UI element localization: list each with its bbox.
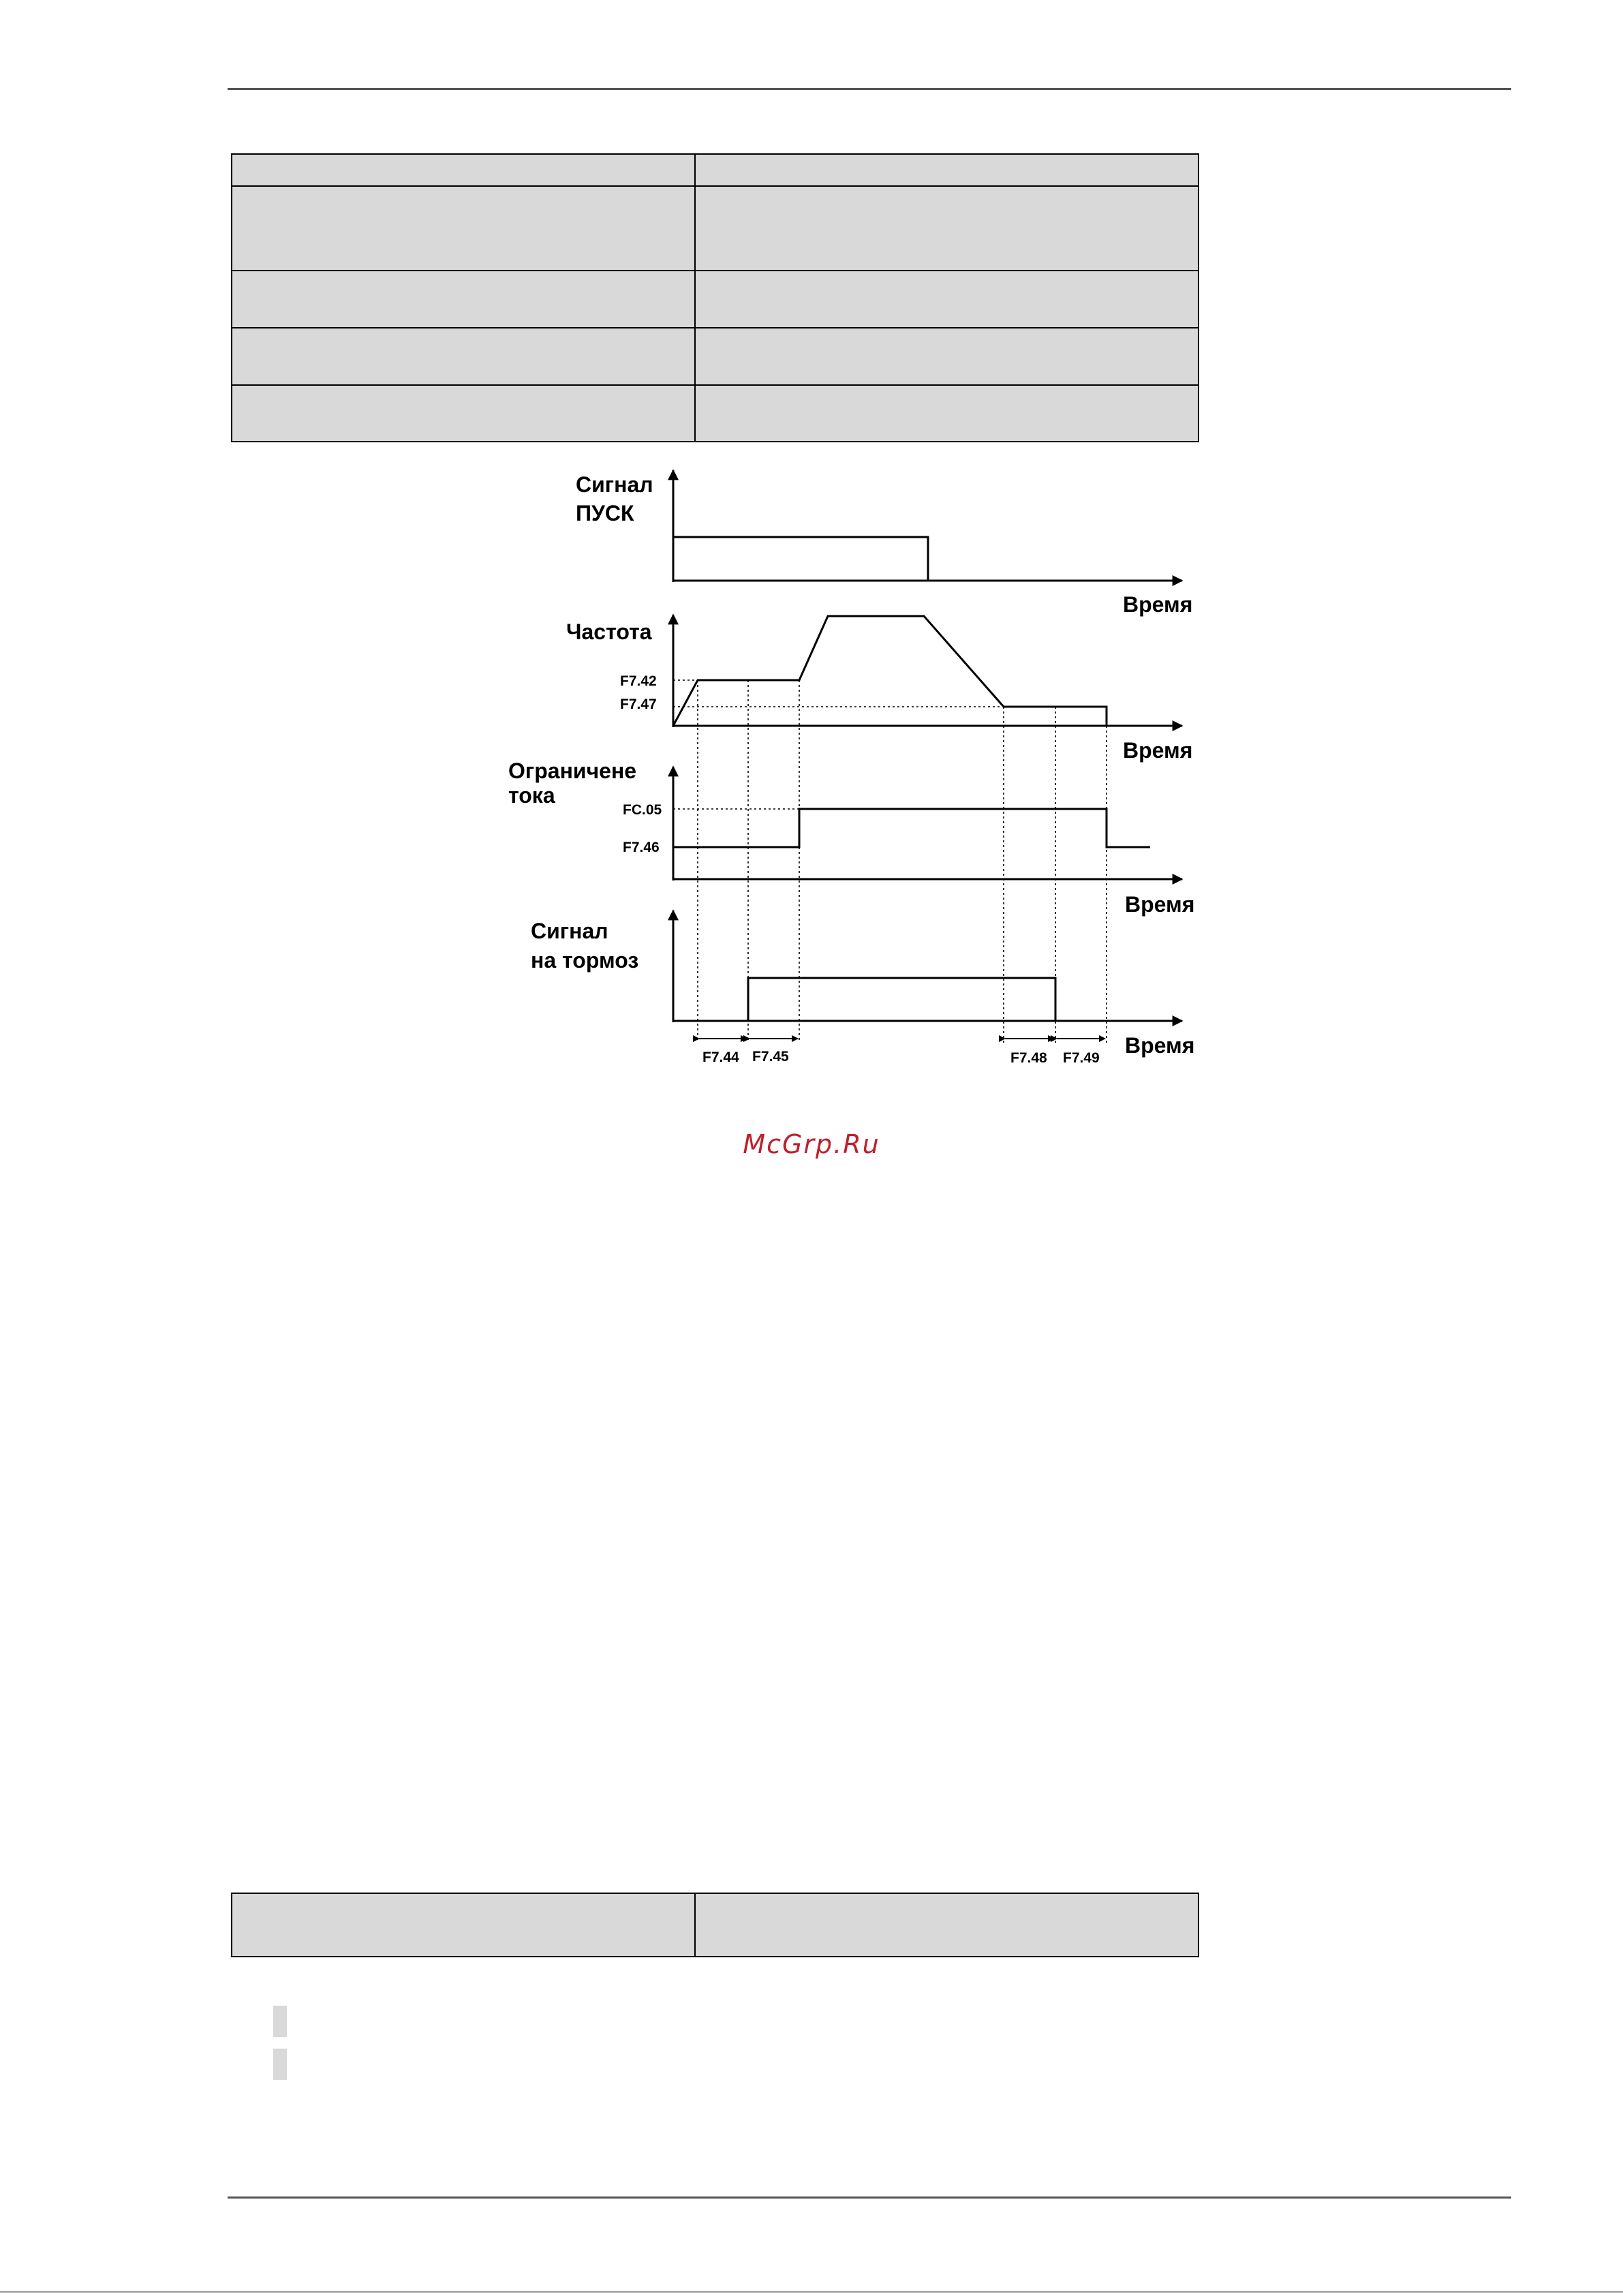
bullet-marker <box>273 2049 287 2080</box>
param-f746: F7.46 <box>623 840 660 855</box>
start-signal-label-line1: Сигнал <box>576 472 653 497</box>
page-edge-rule <box>0 2291 1623 2293</box>
param-f745: F7.45 <box>752 1049 789 1065</box>
table-row <box>232 154 1199 186</box>
brake-signal-label-line1: Сигнал <box>531 919 608 943</box>
parameter-table-bottom <box>231 1893 1199 1957</box>
table-row <box>232 1893 1199 1957</box>
brake-signal-label-line2: на тормоз <box>531 948 639 973</box>
time-label-start-signal: Время <box>1123 592 1193 617</box>
param-f742: F7.42 <box>620 673 657 689</box>
watermark: McGrp.Ru <box>743 1129 880 1159</box>
current-limit-label-line1: Ограничене <box>508 759 637 783</box>
param-f748: F7.48 <box>1010 1050 1047 1066</box>
footer-rule <box>228 2196 1511 2199</box>
parameter-table <box>231 153 1199 442</box>
start-signal-pulse <box>673 537 928 581</box>
table-row <box>232 186 1199 271</box>
current-limit-curve <box>673 809 1150 847</box>
frequency-curve <box>673 616 1107 726</box>
time-label-frequency: Время <box>1123 738 1193 763</box>
current-limit-label-line2: тока <box>508 783 555 808</box>
time-label-current-limit: Время <box>1125 892 1195 917</box>
table-row <box>232 271 1199 328</box>
param-f744: F7.44 <box>702 1050 739 1065</box>
brake-signal-pulse <box>748 978 1055 1021</box>
start-signal-label-line2: ПУСК <box>576 501 634 525</box>
param-f749: F7.49 <box>1063 1050 1100 1066</box>
bullet-marker <box>273 2006 287 2037</box>
table-row <box>232 328 1199 385</box>
header-rule <box>228 88 1511 90</box>
table-row <box>232 385 1199 442</box>
frequency-label: Частота <box>566 619 652 644</box>
brake-timing-diagram <box>491 453 1206 1080</box>
param-fc05: FC.05 <box>623 802 662 818</box>
guide-lines <box>673 680 1107 1043</box>
time-label-brake-signal: Время <box>1125 1033 1195 1058</box>
param-f747: F7.47 <box>620 697 657 712</box>
